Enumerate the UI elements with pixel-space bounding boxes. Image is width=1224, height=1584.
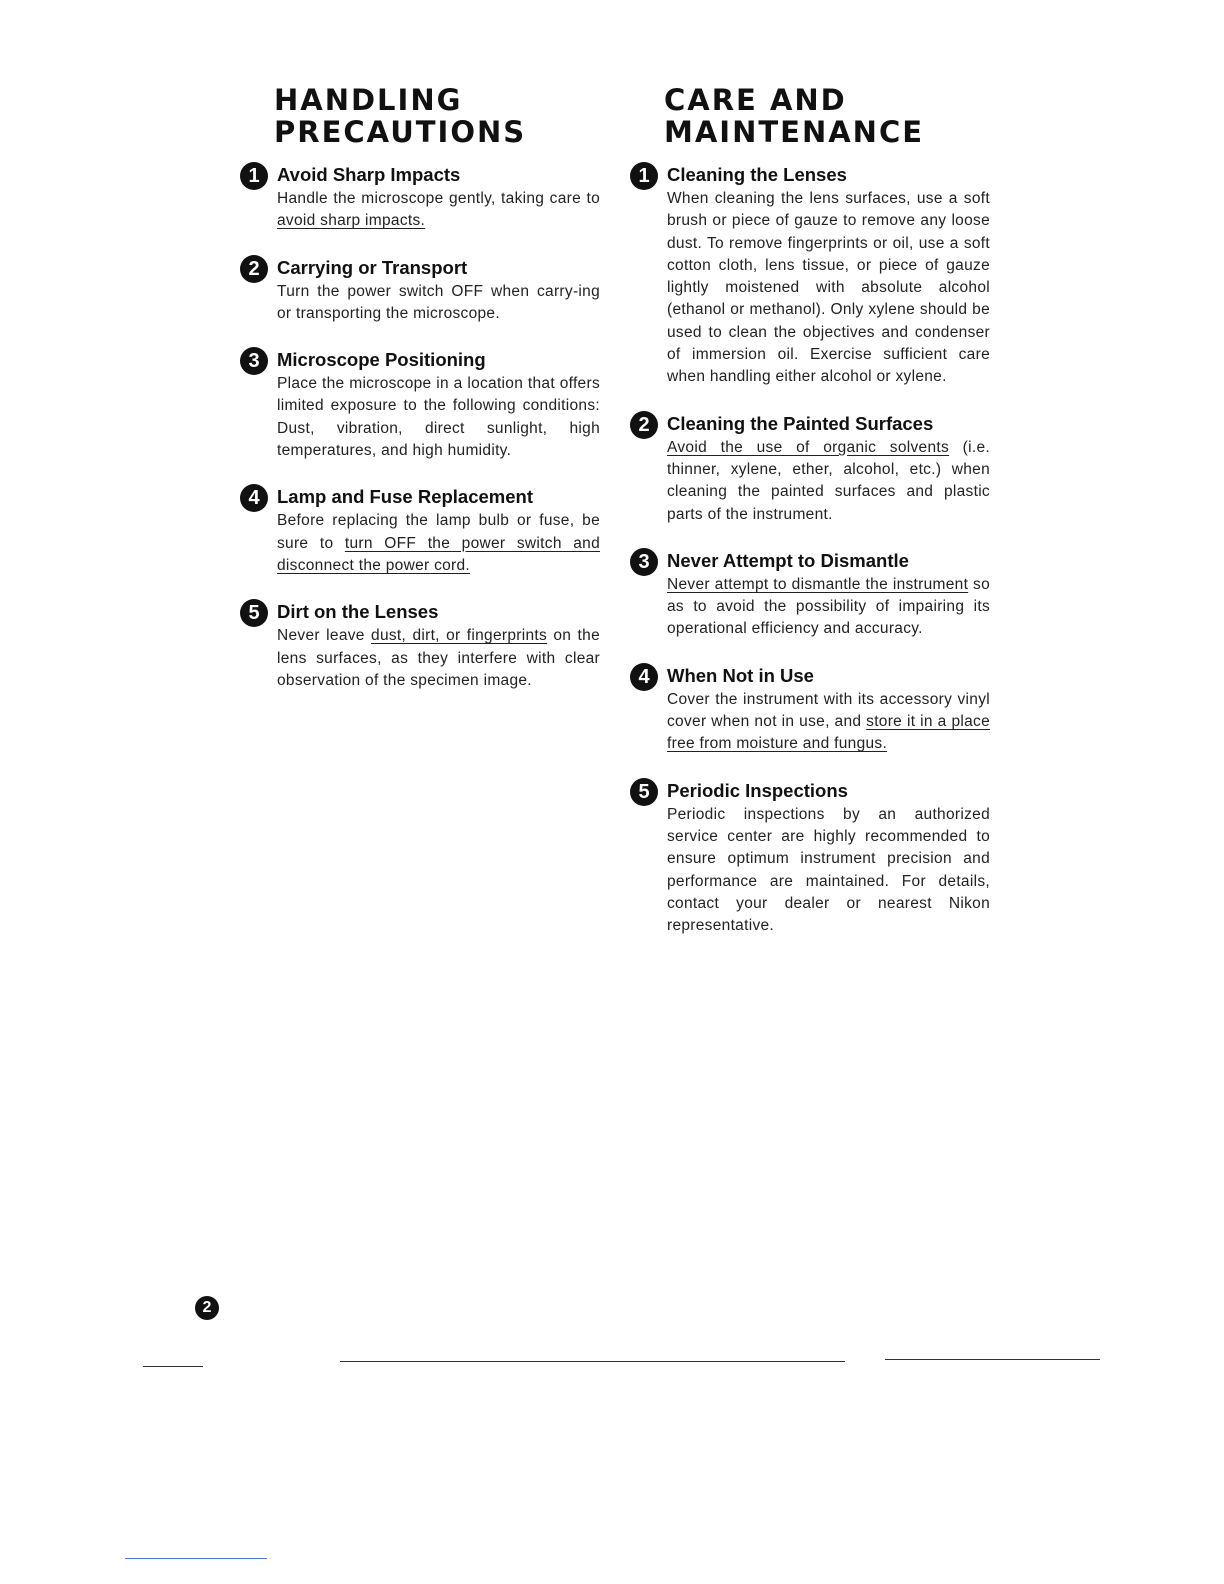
section-cleaning-painted-surfaces: [630, 411, 990, 526]
section-when-not-in-use: [630, 663, 990, 756]
number-1-icon: 1: [630, 162, 658, 190]
section-heading: Cleaning the Painted Surfaces: [667, 412, 934, 434]
number-5-icon: 5: [240, 599, 268, 627]
title-line-2: MAINTENANCE: [664, 115, 925, 149]
care-and-maintenance-column: [630, 84, 990, 959]
section-never-attempt-to-dismantle: [630, 548, 990, 641]
section-heading: Microscope Positioning: [277, 349, 486, 371]
title-line-1: HANDLING: [274, 83, 463, 117]
handling-precautions-column: [240, 84, 600, 714]
section-heading: Carrying or Transport: [277, 256, 468, 278]
care-and-maintenance-title: [664, 84, 990, 148]
section-heading: Avoid Sharp Impacts: [277, 164, 461, 185]
section-heading: Dirt on the Lenses: [277, 601, 439, 623]
divider-rule: [885, 1359, 1100, 1360]
number-3-icon: 3: [240, 347, 268, 375]
section-text: Turn the power switch OFF when carry-ing or transporting the microscope.: [277, 282, 600, 322]
section-text: Before replacing the lamp bulb or fuse, be sure to turn OFF the power switch and disconnect the power cord.: [277, 512, 600, 574]
title-line-2: PRECAUTIONS: [274, 115, 527, 149]
section-heading: Cleaning the Lenses: [667, 164, 847, 185]
section-text: Avoid the use of organic solvents (i.e. thinner, xylene, ether, alcohol, etc.) when cleaning the painted surfaces and plastic parts of the instrument.: [667, 438, 990, 523]
number-4-icon: 4: [630, 663, 658, 691]
title-line-1: CARE AND: [664, 83, 847, 117]
divider-rule: [340, 1361, 845, 1362]
section-carrying-or-transport: [240, 255, 600, 326]
section-dirt-on-the-lenses: [240, 599, 600, 692]
section-text: Never leave dust, dirt, or fingerprints on the lens surfaces, as they interfere with clear observation of the specimen image.: [277, 627, 600, 689]
section-periodic-inspections: [630, 778, 990, 938]
divider-rule: [125, 1558, 267, 1559]
number-3-icon: 3: [630, 548, 658, 576]
section-text: Periodic inspections by an authorized service center are highly recommended to ensure optimum instrument precision and performance are maintained. For details, contact your dealer or nearest Nikon representative.: [667, 805, 990, 935]
divider-rule: [143, 1366, 203, 1367]
section-text: Place the microscope in a location that offers limited exposure to the following conditions: Dust, vibration, direct sunlight, high temperatures, and high humidity.: [277, 375, 600, 460]
section-text: Never attempt to dismantle the instrument so as to avoid the possibility of impairing its operational efficiency and accuracy.: [667, 575, 990, 638]
section-text: Handle the microscope gently, taking care to avoid sharp impacts.: [277, 190, 600, 230]
section-heading: Lamp and Fuse Replacement: [277, 486, 533, 508]
section-heading: Periodic Inspections: [667, 779, 848, 801]
number-2-icon: 2: [240, 255, 268, 283]
section-microscope-positioning: [240, 347, 600, 462]
number-4-icon: 4: [240, 484, 268, 512]
section-heading: Never Attempt to Dismantle: [667, 549, 909, 571]
section-text: When cleaning the lens surfaces, use a soft brush or piece of gauze to remove any loose dust. To remove fingerprints or oil, use a soft cotton cloth, lens tissue, or piece of gauze lightly moistened with absolute alcohol (ethanol or methanol). Only xylene should be used to clean the objectives and condenser of immersion oil. Exercise sufficient care when handling either alcohol or xylene.: [667, 190, 990, 386]
number-5-icon: 5: [630, 778, 658, 806]
section-cleaning-the-lenses: [630, 162, 990, 389]
page-number: 2: [195, 1296, 219, 1320]
number-2-icon: 2: [630, 411, 658, 439]
section-avoid-sharp-impacts: [240, 162, 600, 233]
handling-precautions-title: [274, 84, 600, 148]
section-heading: When Not in Use: [667, 664, 814, 686]
number-1-icon: 1: [240, 162, 268, 190]
section-lamp-and-fuse-replacement: [240, 484, 600, 577]
section-text: Cover the instrument with its accessory vinyl cover when not in use, and store it in a place free from moisture and fungus.: [667, 690, 990, 753]
